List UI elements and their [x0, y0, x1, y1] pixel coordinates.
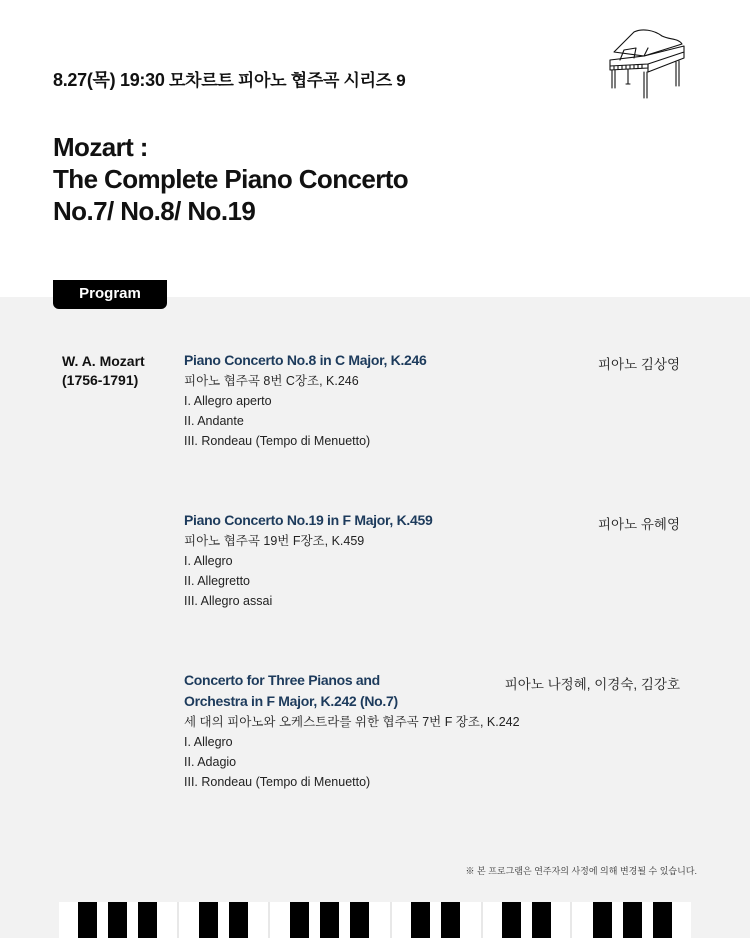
page-title — [53, 131, 408, 227]
program-change-notice: ※ 본 프로그램은 연주자의 사정에 의해 변경될 수 있습니다. — [465, 866, 697, 876]
event-info — [53, 66, 405, 92]
work-title: Concerto for Three Pianos and — [184, 672, 380, 688]
performer: 피아노 나정혜, 이경숙, 김강호 — [504, 677, 680, 692]
composer-info — [62, 352, 145, 390]
work-korean-title: 피아노 협주곡 8번 C장조, K.246 — [184, 374, 359, 388]
program-work — [184, 670, 520, 792]
event-datetime: 8.27(목) 19:30 — [53, 70, 165, 90]
movement: I. Allegro — [184, 554, 233, 568]
work-title: Piano Concerto No.8 in C Major, K.246 — [184, 352, 427, 368]
program-tab: Program — [53, 280, 167, 309]
composer-name: W. A. Mozart — [62, 353, 145, 369]
movement: I. Allegro aperto — [184, 394, 272, 408]
movement: II. Allegretto — [184, 574, 251, 588]
title-line: Mozart : — [53, 132, 148, 162]
title-line: The Complete Piano Concerto — [53, 164, 409, 194]
movement: I. Allegro — [184, 735, 233, 749]
performer: 피아노 김상영 — [598, 357, 680, 372]
movement: III. Allegro assai — [184, 594, 273, 608]
title-line: No.7/ No.8/ No.19 — [53, 196, 256, 226]
grand-piano-icon — [604, 26, 688, 106]
movement: II. Adagio — [184, 755, 237, 769]
program-work — [184, 510, 432, 611]
movement: III. Rondeau (Tempo di Menuetto) — [184, 434, 371, 448]
work-title: Orchestra in F Major, K.242 (No.7) — [184, 693, 398, 709]
movement: III. Rondeau (Tempo di Menuetto) — [184, 775, 371, 789]
event-series: 모차르트 피아노 협주곡 시리즈 9 — [169, 71, 406, 90]
composer-years: (1756-1791) — [62, 372, 139, 388]
work-title: Piano Concerto No.19 in F Major, K.459 — [184, 512, 433, 528]
piano-keyboard-graphic — [0, 902, 750, 938]
program-work — [184, 350, 427, 451]
movement: II. Andante — [184, 414, 244, 428]
performer: 피아노 유혜영 — [598, 517, 680, 532]
work-korean-title: 세 대의 피아노와 오케스트라를 위한 협주곡 7번 F 장조, K.242 — [184, 715, 520, 729]
work-korean-title: 피아노 협주곡 19번 F장조, K.459 — [184, 534, 365, 548]
